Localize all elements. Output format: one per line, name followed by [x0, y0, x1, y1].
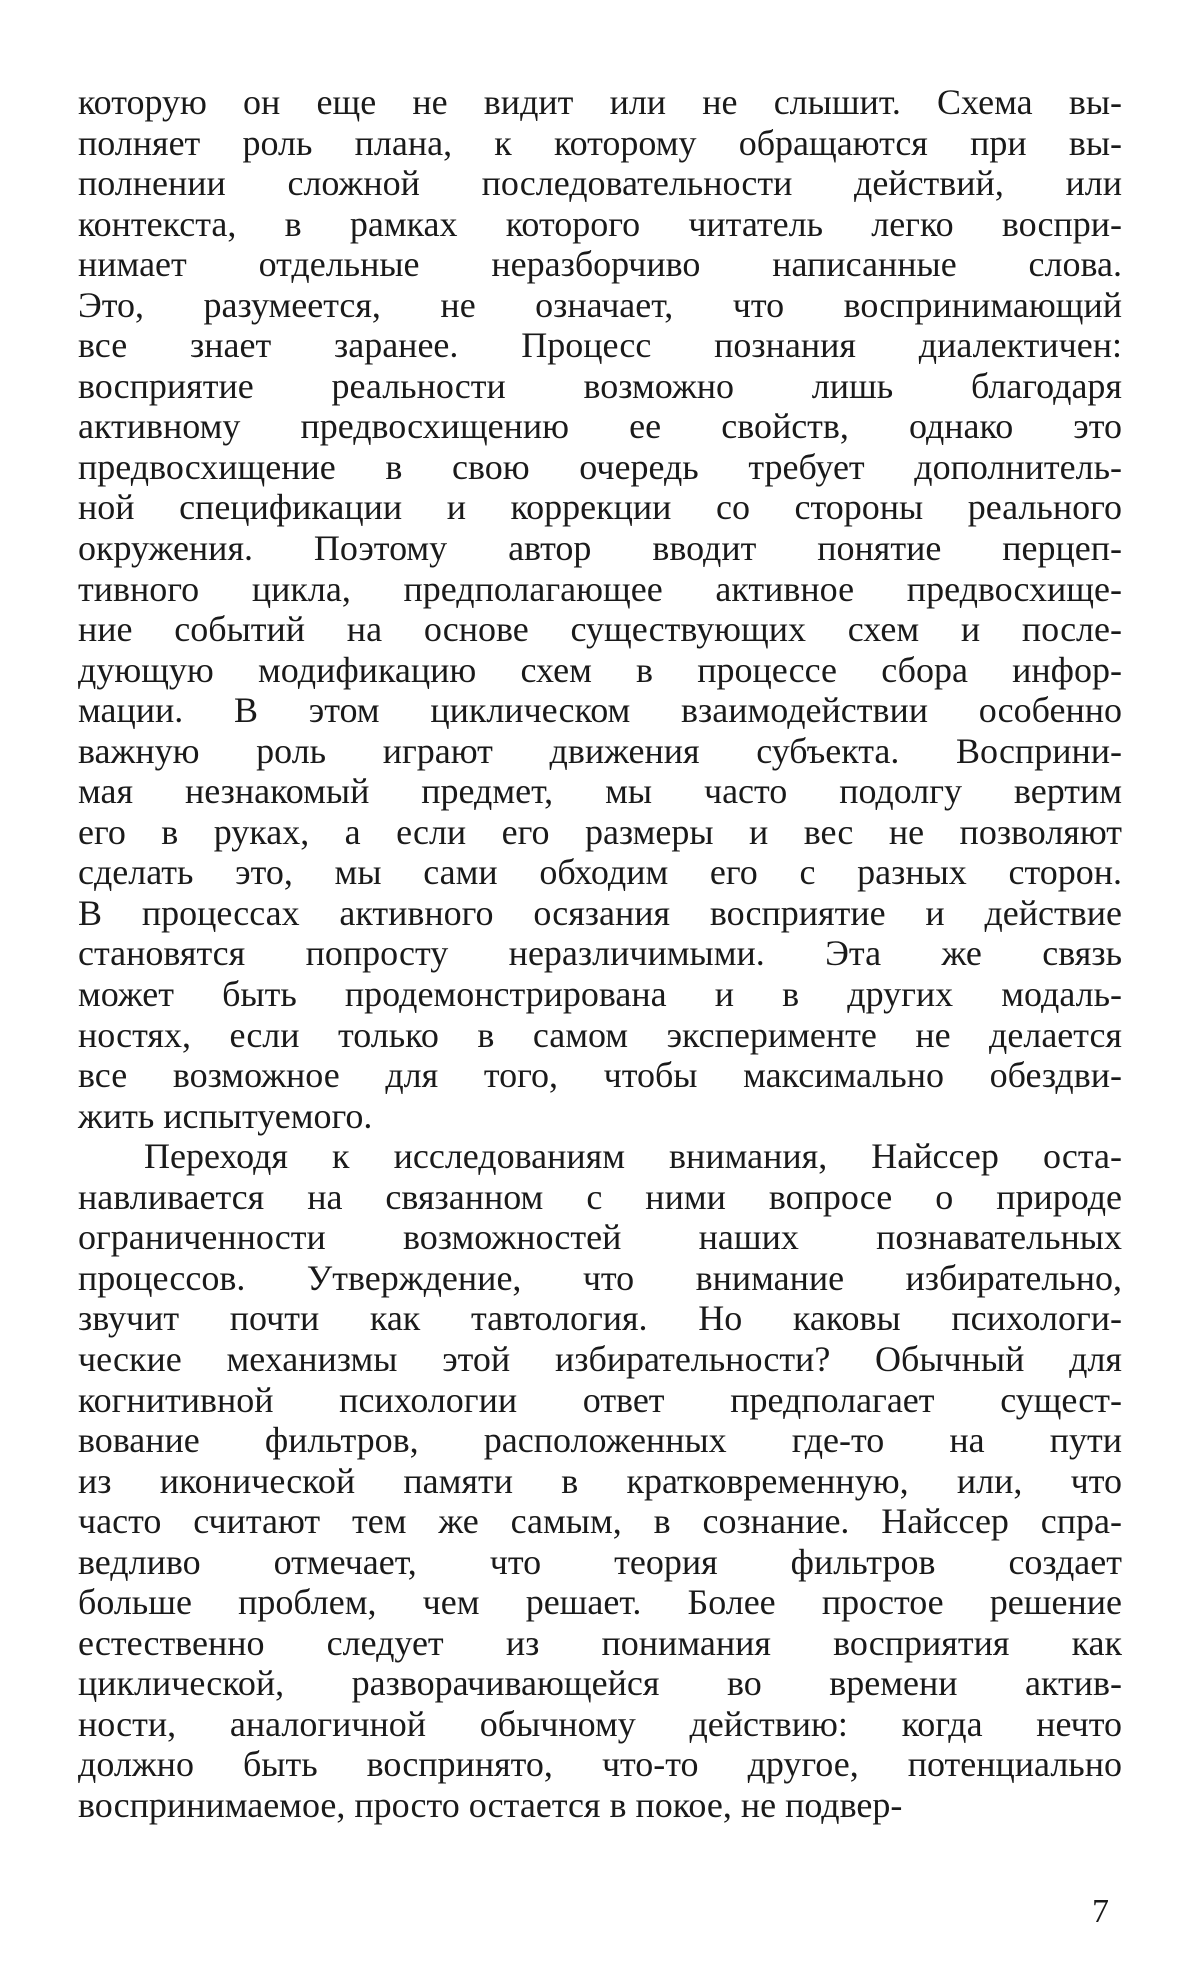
text-line: его в руках, а если его размеры и вес не позволяют: [78, 811, 1122, 852]
page-number: 7: [1092, 1893, 1109, 1930]
text-line: дующую модификацию схем в процессе сбора инфор-: [78, 649, 1122, 690]
paragraph: [78, 1136, 1122, 1825]
text-line: которую он еще не видит или не слышит. Схема вы-: [78, 82, 1122, 122]
text-line: процессов. Утверждение, что внимание избирательно,: [78, 1257, 1122, 1298]
text-line: сделать это, мы сами обходим его с разных сторон.: [78, 852, 1122, 893]
text-line: все знает заранее. Процесс познания диалектичен:: [78, 325, 1122, 366]
text-line: ческие механизмы этой избирательности? Обычный для: [78, 1338, 1122, 1379]
text-line: жить испытуемого.: [78, 1095, 373, 1136]
text-line: окружения. Поэтому автор вводит понятие перцеп-: [78, 528, 1122, 569]
text-line: Это, разумеется, не означает, что воспринимающий: [78, 284, 1122, 325]
text-line: естественно следует из понимания восприятия как: [78, 1622, 1122, 1663]
text-line: ограниченности возможностей наших познавательных: [78, 1217, 1122, 1258]
text-line: должно быть воспринято, что-то другое, потенциально: [78, 1744, 1122, 1785]
text-line: ностях, если только в самом эксперименте не делается: [78, 1014, 1122, 1055]
text-line: из иконической памяти в кратковременную, или, что: [78, 1460, 1122, 1501]
text-line: становятся попросту неразличимыми. Эта же связь: [78, 933, 1122, 974]
text-line: тивного цикла, предполагающее активное предвосхище-: [78, 568, 1122, 609]
text-line: важную роль играют движения субъекта. Восприни-: [78, 730, 1122, 771]
text-line: навливается на связанном с ними вопросе о природе: [78, 1176, 1122, 1217]
text-line: мации. В этом циклическом взаимодействии особенно: [78, 690, 1122, 731]
text-line: звучит почти как тавтология. Но каковы психологи-: [78, 1298, 1122, 1339]
text-line: нимает отдельные неразборчиво написанные слова.: [78, 244, 1122, 285]
text-line: мая незнакомый предмет, мы часто подолгу вертим: [78, 771, 1122, 812]
text-line: Переходя к исследованиям внимания, Найссер оста-: [144, 1136, 1122, 1177]
paragraph: [78, 82, 1122, 1136]
text-line: часто считают тем же самым, в сознание. Найссер спра-: [78, 1501, 1122, 1542]
text-line: ности, аналогичной обычному действию: когда нечто: [78, 1703, 1122, 1744]
text-line: все возможное для того, чтобы максимально обездви-: [78, 1055, 1122, 1096]
text-line: полнении сложной последовательности действий, или: [78, 163, 1122, 204]
text-line: контекста, в рамках которого читатель легко воспри-: [78, 203, 1122, 244]
text-line: активному предвосхищению ее свойств, однако это: [78, 406, 1122, 447]
text-line: когнитивной психологии ответ предполагает сущест-: [78, 1379, 1122, 1420]
text-line: восприятие реальности возможно лишь благодаря: [78, 365, 1122, 406]
text-line: ной спецификации и коррекции со стороны реального: [78, 487, 1122, 528]
text-line: циклической, разворачивающейся во времени актив-: [78, 1663, 1122, 1704]
text-line: ведливо отмечает, что теория фильтров создает: [78, 1541, 1122, 1582]
text-line: больше проблем, чем решает. Более простое решение: [78, 1582, 1122, 1623]
text-line: ние событий на основе существующих схем и после-: [78, 609, 1122, 650]
text-line: В процессах активного осязания восприятие и действие: [78, 892, 1122, 933]
text-line: может быть продемонстрирована и в других модаль-: [78, 974, 1122, 1015]
text-line: предвосхищение в свою очередь требует дополнитель-: [78, 446, 1122, 487]
text-line: полняет роль плана, к которому обращаются при вы-: [78, 122, 1122, 163]
text-line: вование фильтров, расположенных где-то на пути: [78, 1420, 1122, 1461]
text-line: воспринимаемое, просто остается в покое, не подвер-: [78, 1784, 903, 1825]
body-text: [78, 82, 1122, 1826]
